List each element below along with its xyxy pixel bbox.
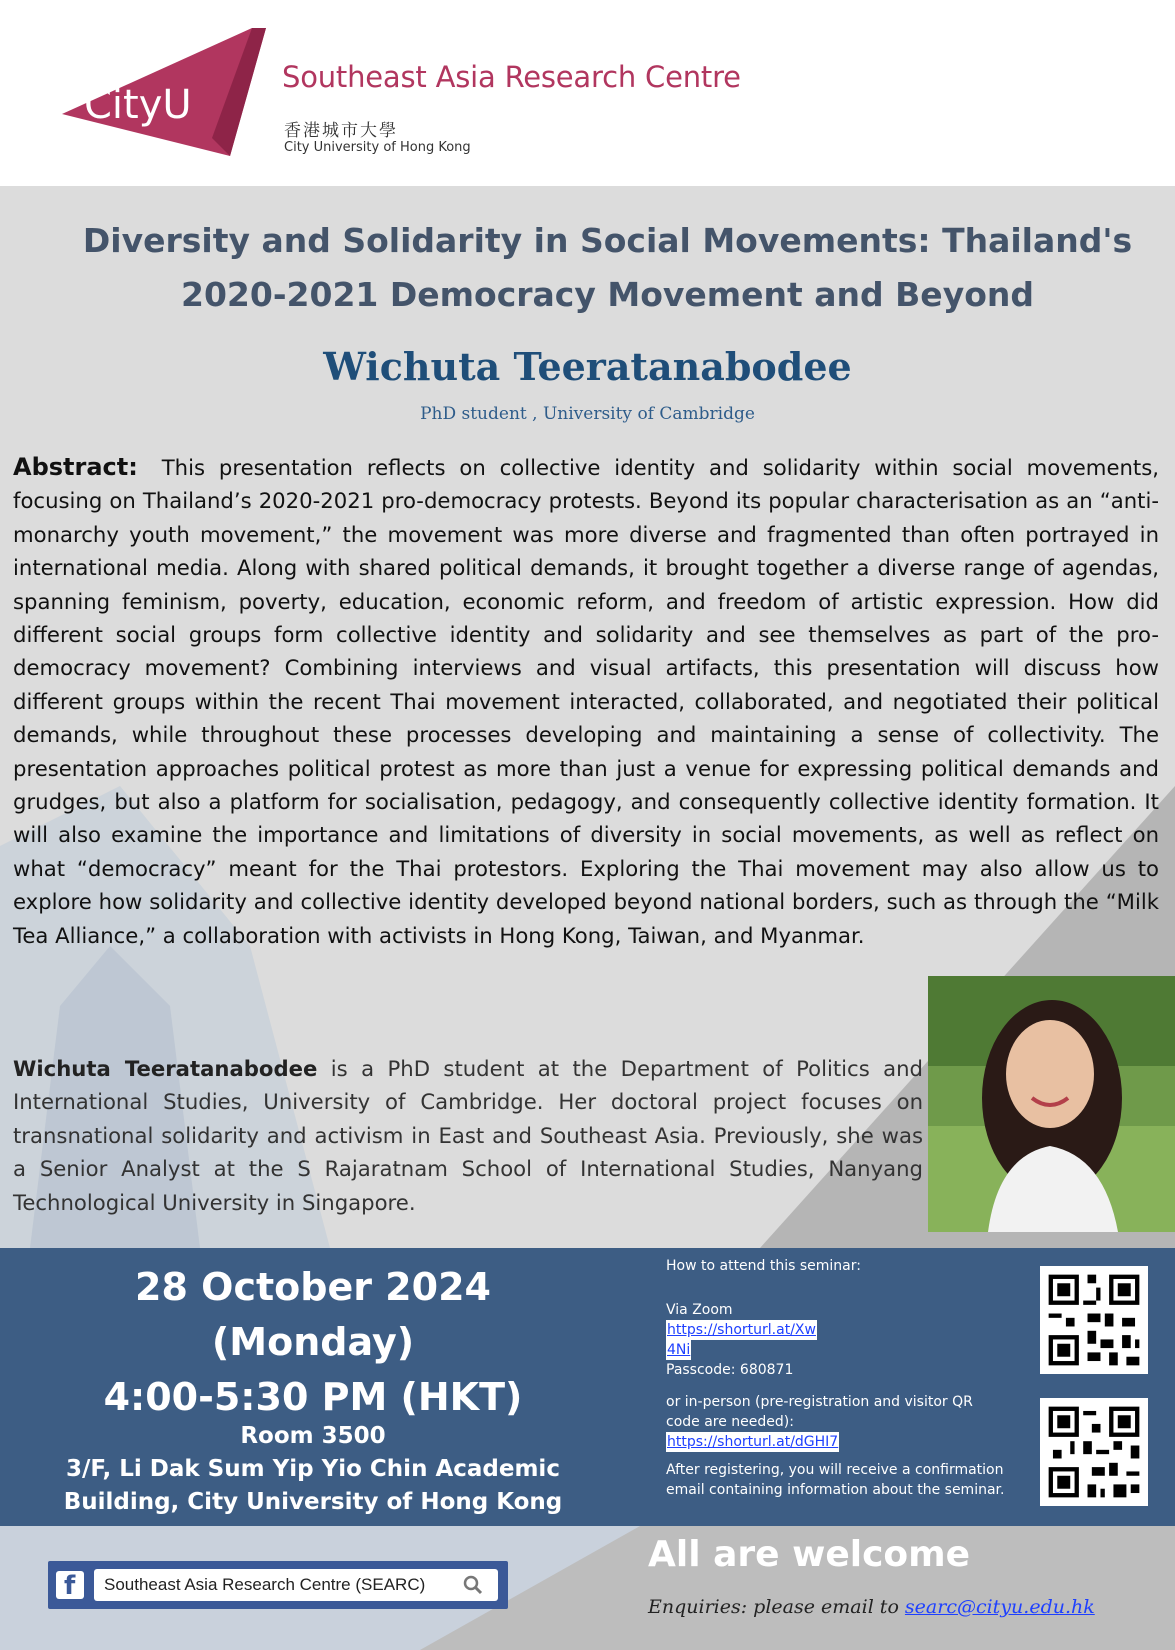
event-venue (0, 1420, 626, 1519)
search-icon[interactable] (462, 1574, 484, 1596)
abstract-text: This presentation reflects on collective identity and solidarity within social movements, focusing on Thailand’s 2020-2021 pro-democracy protests. Beyond its popular characterisation as an “anti-monarchy youth movement,” the movement was more diverse and fragmented than often portrayed in international media. Along with shared political demands, it brought together a diverse range of agendas, spanning feminism, poverty, education, economic reform, and freedom of artistic expression. How did different social groups form collective identity and solidarity and see themselves as part of the pro-democracy movement? Combining interviews and visual artifacts, this presentation will discuss how different groups within the recent Thai movement interacted, collaborated, and negotiated their political demands, while throughout these processes developing and maintaining a sense of collectivity. The presentation approaches political protest as more than just a venue for expressing political demands and grudges, but also a platform for socialisation, pedagogy, and consequently collective identity formation. It will also examine the importance and limitations of diversity in social movements, as well as reflect on what “democracy” meant for the Thai protestors. Exploring the Thai movement may also allow us to explore how solidarity and collective identity developed beyond national borders, such as through the “Milk Tea Alliance,” a collaboration with activists in Hong Kong, Taiwan, and Myanmar. (13, 455, 1159, 948)
registration-qr-code[interactable] (1040, 1398, 1148, 1506)
speaker-bio (13, 1052, 923, 1219)
university-english-name: City University of Hong Kong (284, 140, 471, 155)
zoom-label: Via Zoom (666, 1302, 733, 1318)
speaker-role: PhD student , University of Cambridge (420, 404, 755, 424)
zoom-passcode: Passcode: 680871 (666, 1362, 794, 1378)
speaker-name: Wichuta Teeratanabodee (323, 344, 852, 389)
facebook-icon: f (56, 1571, 84, 1599)
logo-text: CityU (84, 82, 192, 128)
facebook-search-field[interactable] (94, 1569, 498, 1601)
zoom-link-continued[interactable]: 4Ni (667, 1342, 691, 1358)
enquiries-text: Enquiries: please email to (648, 1596, 905, 1618)
speaker-photo (928, 976, 1175, 1232)
event-info-band (0, 1248, 1175, 1526)
zoom-qr-code[interactable] (1040, 1266, 1148, 1374)
bio-text: is a PhD student at the Department of Politics and International Studies, University of Cambridge. Her doctoral project focuses on transnational solidarity and activism in East and Southeast Asia. Previously, she was a Senior Analyst at the S Rajaratnam School of International Studies, Nanyang Technological University in Singapore. (13, 1056, 923, 1215)
event-title (40, 214, 1175, 322)
footer (0, 1526, 1175, 1650)
title-line-1: Diversity and Solidarity in Social Movements: Thailand's (82, 221, 1133, 260)
venue-line-2: Building, City University of Hong Kong (63, 1489, 563, 1515)
facebook-search-bar[interactable] (48, 1561, 508, 1609)
event-datetime (0, 1260, 626, 1425)
registration-link[interactable]: https://shorturl.at/dGHI7 (667, 1434, 839, 1450)
email-link[interactable]: searc@cityu.edu.hk (904, 1596, 1095, 1618)
abstract (13, 451, 1159, 952)
event-room: Room 3500 (240, 1423, 386, 1449)
facebook-search-text: Southeast Asia Research Centre (SEARC) (104, 1575, 426, 1594)
enquiries (648, 1596, 1095, 1618)
attendance-info (666, 1256, 1006, 1500)
cityu-logo (62, 28, 266, 156)
welcome-text: All are welcome (648, 1534, 971, 1575)
title-line-2: 2020-2021 Democracy Movement and Beyond (180, 275, 1034, 314)
event-time: 4:00-5:30 PM (HKT) (103, 1375, 523, 1419)
inperson-text: or in-person (pre-registration and visitor QR code are needed): (666, 1394, 973, 1430)
zoom-link[interactable]: https://shorturl.at/Xw (667, 1322, 816, 1338)
abstract-label: Abstract: (13, 453, 138, 481)
header (0, 0, 1175, 186)
event-date: 28 October 2024 (135, 1265, 491, 1309)
attend-heading: How to attend this seminar: (666, 1258, 861, 1274)
event-day: (Monday) (211, 1320, 415, 1364)
bio-name: Wichuta Teeratanabodee (13, 1056, 318, 1081)
registration-note: After registering, you will receive a confirmation email containing information about the seminar. (666, 1462, 1005, 1498)
centre-name: Southeast Asia Research Centre (282, 60, 741, 94)
main-content (0, 186, 1175, 1248)
university-chinese-name: 香港城市大學 (284, 121, 398, 141)
venue-line-1: 3/F, Li Dak Sum Yip Yio Chin Academic (66, 1456, 560, 1482)
